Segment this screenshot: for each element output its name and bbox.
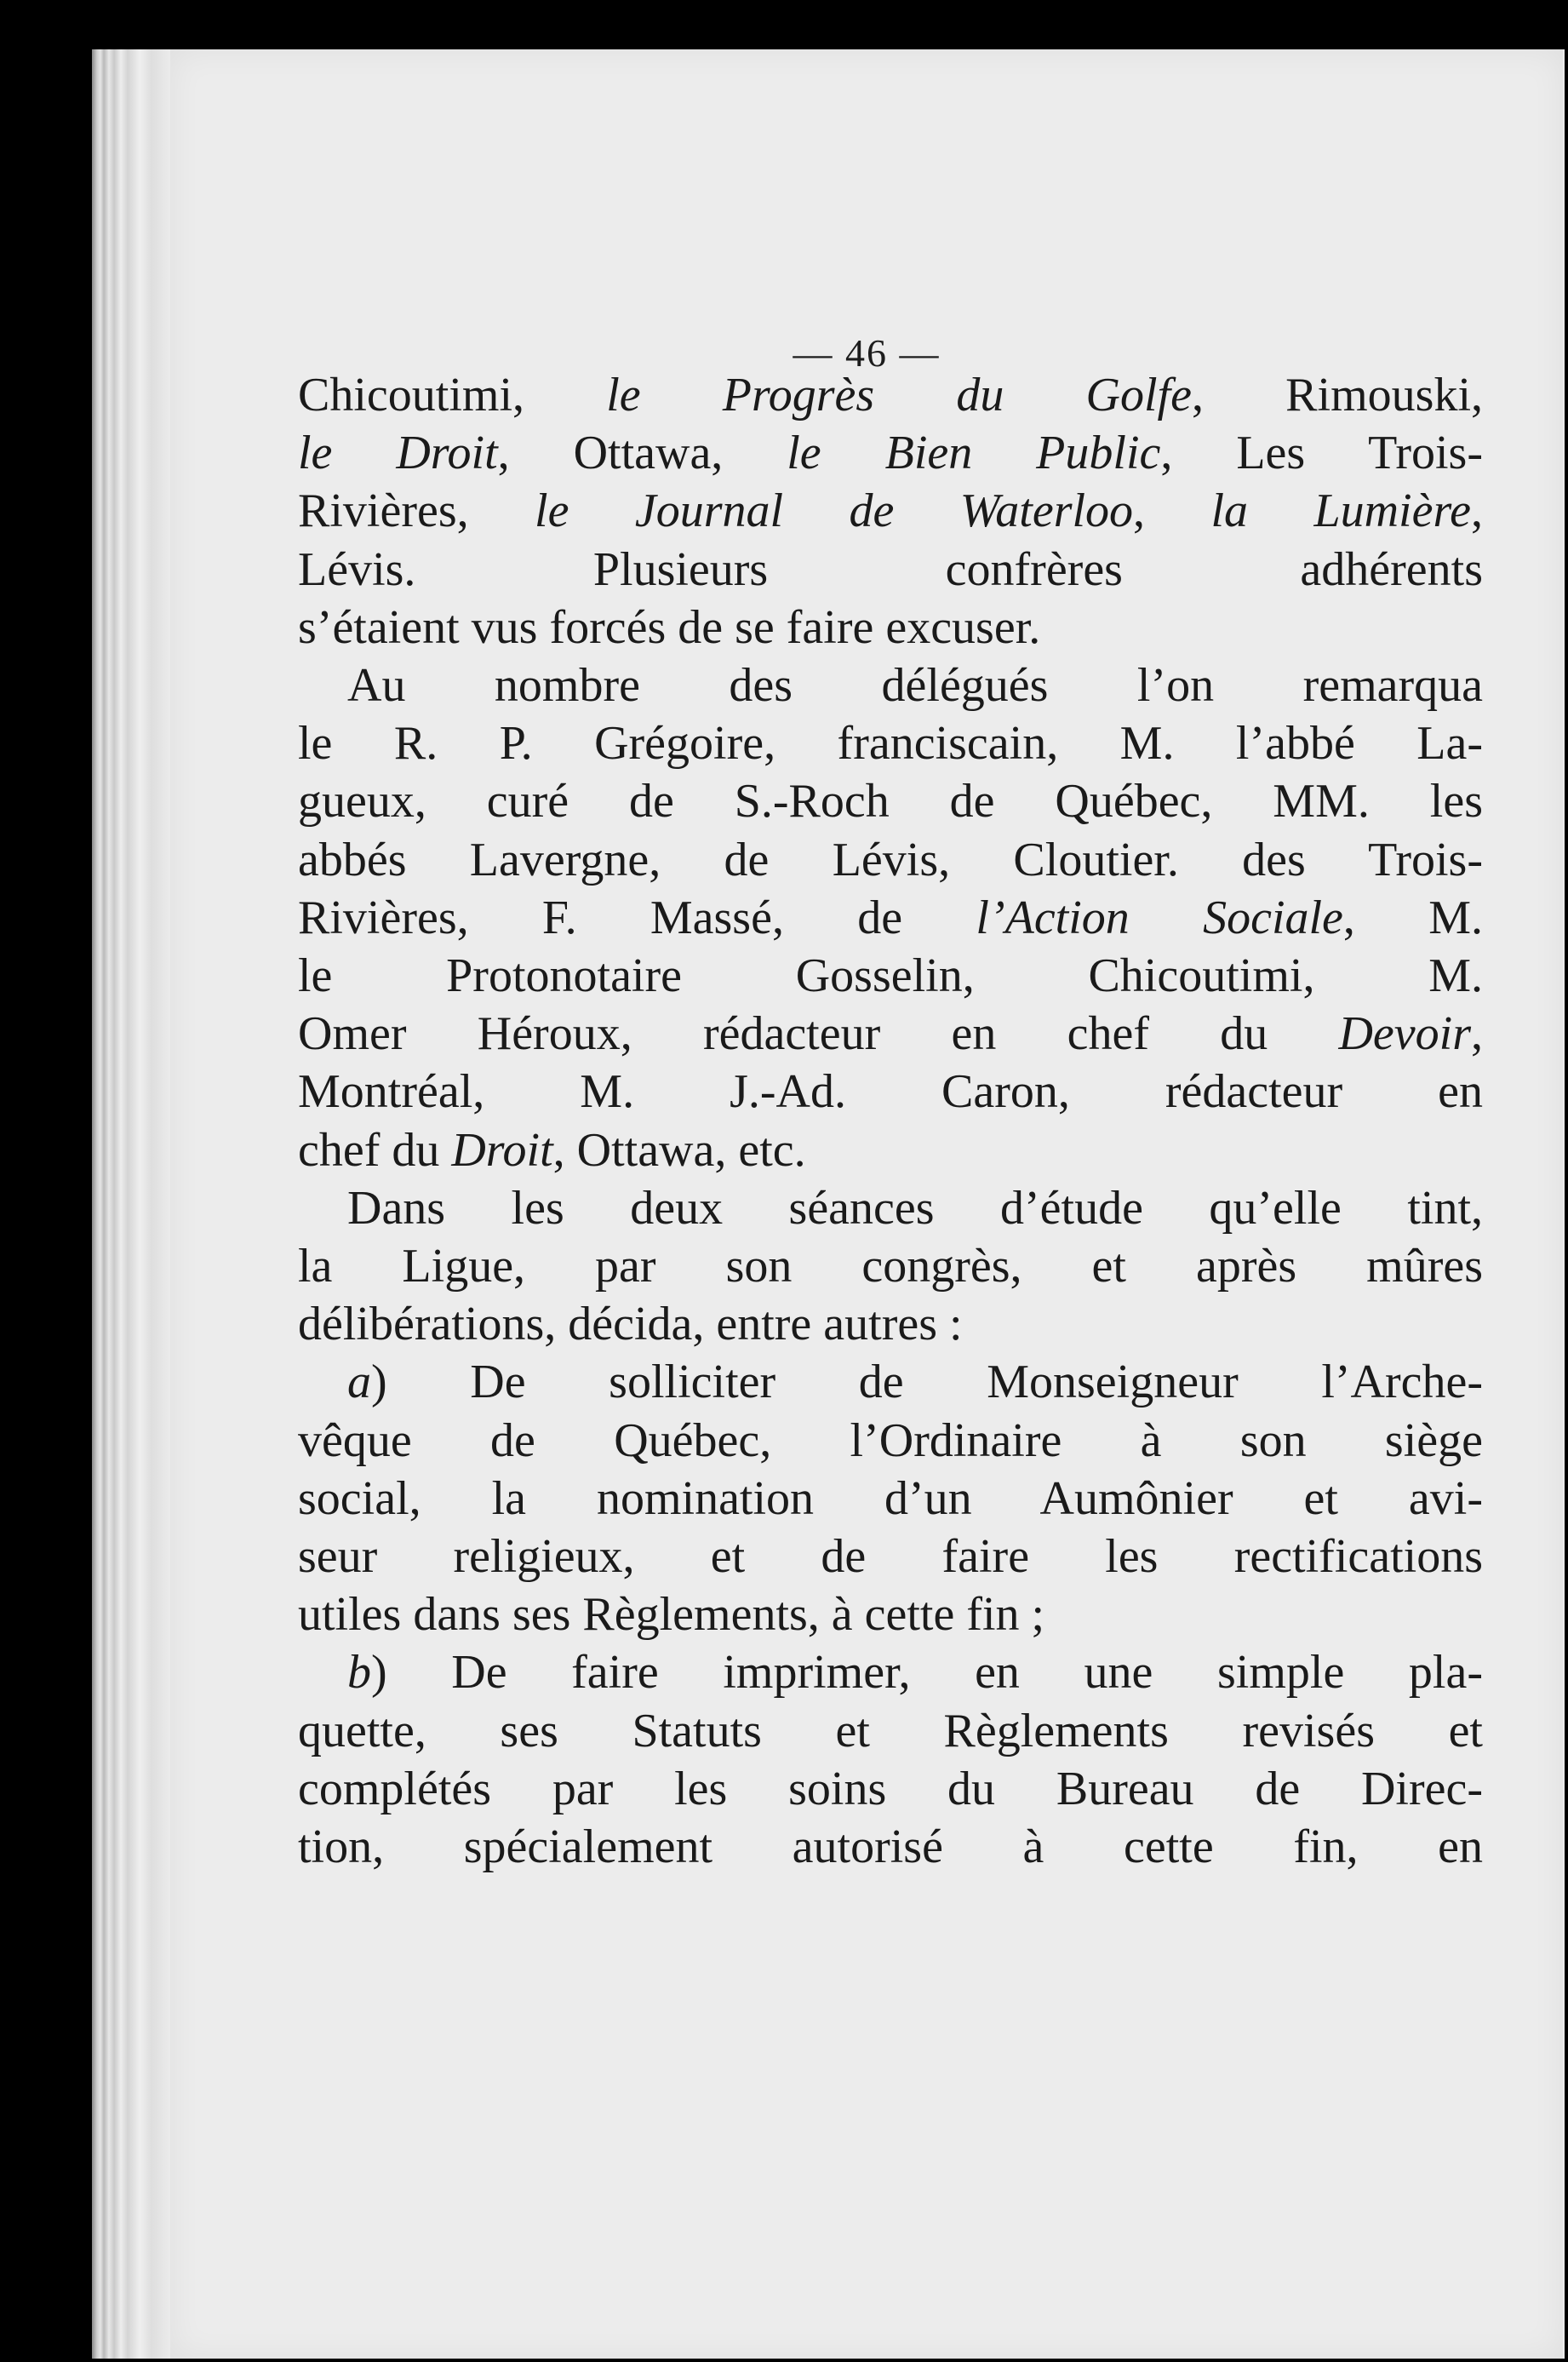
text-line: le Protonotaire Gosselin, Chicoutimi, M. — [298, 949, 1483, 1003]
text-line: b) De faire imprimer, en une simple pla- — [347, 1646, 1483, 1700]
text-line: abbés Lavergne, de Lévis, Cloutier. des Trois- — [298, 833, 1483, 886]
text-line: Chicoutimi, le Progrès du Golfe, Rimouski, — [298, 369, 1483, 421]
text-line: gueux, curé de S.-Roch de Québec, MM. les — [298, 775, 1483, 828]
text-line: a) De solliciter de Monseigneur l’Arche- — [347, 1356, 1483, 1409]
text-line: chef du Droit, Ottawa, etc. — [298, 1123, 806, 1177]
text-line: Dans les deux séances d’étude qu’elle tint, — [347, 1181, 1483, 1235]
text-line: Au nombre des délégués l’on remarqua — [347, 659, 1483, 713]
text-line: social, la nomination d’un Aumônier et avi- — [298, 1471, 1483, 1525]
text-line: quette, ses Statuts et Règlements revisés et — [298, 1704, 1483, 1757]
text-line: Rivières, F. Massé, de l’Action Sociale, M. — [298, 891, 1483, 944]
text-line: le R. P. Grégoire, franciscain, M. l’abbé La- — [298, 717, 1483, 771]
text-line: s’étaient vus forcés de se faire excuser. — [298, 600, 1041, 654]
text-line: la Ligue, par son congrès, et après mûres — [298, 1240, 1483, 1293]
text-line: vêque de Québec, l’Ordinaire à son siège — [298, 1413, 1483, 1467]
text-line: complétés par les soins du Bureau de Direc- — [298, 1762, 1483, 1815]
text-line: Omer Héroux, rédacteur en chef du Devoir, — [298, 1007, 1483, 1061]
text-line: Montréal, M. J.-Ad. Caron, rédacteur en — [298, 1065, 1483, 1119]
text-line: tion, spécialement autorisé à cette fin, en — [298, 1820, 1483, 1874]
text-line: seur religieux, et de faire les rectifications — [298, 1530, 1483, 1584]
text-line: le Droit, Ottawa, le Bien Public, Les Trois- — [298, 427, 1483, 480]
text-line: Lévis. Plusieurs confrères adhérents — [298, 542, 1483, 596]
page-number: — 46 — — [793, 331, 941, 375]
text-line: Rivières, le Journal de Waterloo, la Lumière, — [298, 484, 1483, 538]
text-line: délibérations, décida, entre autres : — [298, 1298, 963, 1351]
text-line: utiles dans ses Règlements, à cette fin ; — [298, 1588, 1045, 1642]
body-text — [298, 366, 1483, 1876]
